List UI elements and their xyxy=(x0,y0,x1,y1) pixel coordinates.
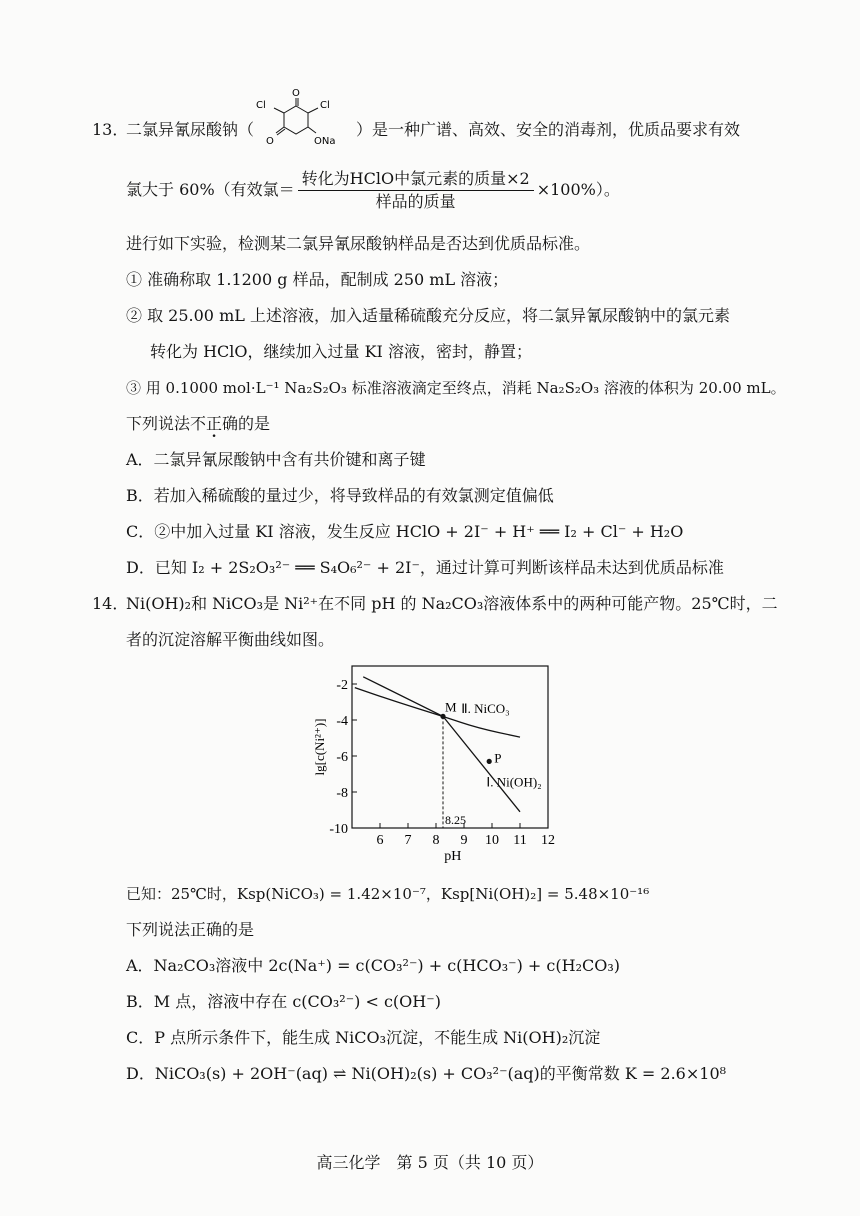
q13-option-c: C．②中加入过量 KI 溶液，发生反应 HClO + 2I⁻ + H⁺ ══ I₂ + Cl⁻ + H₂O xyxy=(126,522,684,541)
q14-question: 下列说法正确的是 xyxy=(126,920,255,939)
annotation-8-25: 8.25 xyxy=(445,813,466,827)
q14-intro1: Ni(OH)₂和 NiCO₃是 Ni²⁺在不同 pH 的 Na₂CO₃溶液体系中的两种可能产物。25℃时，二 xyxy=(126,594,778,613)
solubility-equilibrium-chart xyxy=(300,656,560,872)
x-tick-label: 8 xyxy=(432,833,440,848)
point-p xyxy=(487,759,492,764)
x-tick-label: 6 xyxy=(376,833,384,848)
x-tick-label: 9 xyxy=(460,833,468,848)
x-tick-label: 12 xyxy=(541,833,555,848)
plot-frame xyxy=(352,666,548,828)
q14-known: 已知：25℃时，Ksp(NiCO₃) = 1.42×10⁻⁷，Ksp[Ni(OH)₂] = 5.48×10⁻¹⁶ xyxy=(126,885,650,903)
struct-cl-right: Cl xyxy=(320,100,330,111)
label-m: M xyxy=(445,699,457,715)
q14-option-b: B．M 点，溶液中存在 c(CO₃²⁻) < c(OH⁻) xyxy=(126,992,441,1011)
effective-chlorine-fraction xyxy=(298,168,534,213)
y-tick-label: -2 xyxy=(336,678,348,693)
q13-step1: ① 准确称取 1.1200 g 样品，配制成 250 mL 溶液； xyxy=(126,270,509,289)
y-tick-label: -6 xyxy=(336,750,348,765)
chlorine-text-a: 氯大于 60%（有效氯＝ xyxy=(126,180,295,199)
q13-step3: ③ 用 0.1000 mol·L⁻¹ Na₂S₂O₃ 标准溶液滴定至终点，消耗 Na₂S₂O₃ 溶液的体积为 20.00 mL。 xyxy=(126,379,786,397)
q13-step2a: ② 取 25.00 mL 上述溶液，加入适量稀硫酸充分反应，将二氯异氰尿酸钠中的氯元素 xyxy=(126,306,730,325)
x-axis-label: pH xyxy=(444,849,462,864)
page-footer: 高三化学 第 5 页（共 10 页） xyxy=(316,1153,544,1172)
q13-option-b: B．若加入稀硫酸的量过少，将导致样品的有效氯测定值偏低 xyxy=(126,486,554,505)
q14-option-d: D．NiCO₃(s) + 2OH⁻(aq) ⇌ Ni(OH)₂(s) + CO₃²⁻(aq)的平衡常数 K = 2.6×10⁸ xyxy=(126,1064,727,1083)
y-tick-label: -10 xyxy=(329,822,348,837)
chlorine-text-b: ×100%）。 xyxy=(536,180,620,199)
series-label-nico3: Ⅱ. NiCO₃ xyxy=(461,700,510,716)
molecule-structure-icon xyxy=(252,86,350,166)
q14-option-a: A．Na₂CO₃溶液中 2c(Na⁺) = c(CO₃²⁻) + c(HCO₃⁻) + c(H₂CO₃) xyxy=(126,956,620,975)
ask-emphasis: 不正确 xyxy=(190,414,239,433)
q13-step2b: 转化为 HClO，继续加入过量 KI 溶液，密封，静置； xyxy=(150,342,532,361)
q14-number: 14． xyxy=(92,594,129,613)
x-tick-label: 10 xyxy=(485,833,499,848)
q13-intro-b: ）是一种广谱、高效、安全的消毒剂，优质品要求有效 xyxy=(356,120,741,139)
fraction-numerator: 转化为HClO中氯元素的质量×2 xyxy=(298,168,534,191)
struct-cl-left: Cl xyxy=(256,100,266,111)
q13-option-a: A．二氯异氰尿酸钠中含有共价键和离子键 xyxy=(126,450,426,469)
label-p: P xyxy=(494,750,502,766)
x-tick-label: 11 xyxy=(513,833,527,848)
ask-text-b: 的是 xyxy=(238,414,271,433)
q13-number: 13． xyxy=(92,120,129,139)
struct-ona: ONa xyxy=(314,136,336,147)
y-tick-label: -8 xyxy=(336,786,348,801)
ask-text-a: 下列说法 xyxy=(126,414,191,433)
y-tick-label: -4 xyxy=(336,714,348,729)
q14-intro2: 者的沉淀溶解平衡曲线如图。 xyxy=(126,630,335,649)
struct-o-top: O xyxy=(292,88,300,99)
q13-procedure: 进行如下实验，检测某二氯异氰尿酸钠样品是否达到优质品标准。 xyxy=(126,234,591,253)
q13-chlorine-line xyxy=(126,168,620,213)
series-label-nioh2: Ⅰ. Ni(OH)₂ xyxy=(486,774,542,790)
x-tick-label: 7 xyxy=(404,833,412,848)
q13-question xyxy=(126,412,270,436)
y-axis-label: lg[c(Ni²⁺)] xyxy=(312,718,327,776)
q13-intro-a: 二氯异氰尿酸钠（ xyxy=(126,120,255,139)
fraction-denominator: 样品的质量 xyxy=(375,192,456,211)
struct-o-bottom: O xyxy=(266,136,274,147)
q14-option-c: C．P 点所示条件下，能生成 NiCO₃沉淀，不能生成 Ni(OH)₂沉淀 xyxy=(126,1028,601,1047)
series-line-nioh2 xyxy=(363,677,520,812)
q13-option-d: D．已知 I₂ + 2S₂O₃²⁻ ══ S₄O₆²⁻ + 2I⁻，通过计算可判断该样品未达到优质品标准 xyxy=(126,558,724,577)
